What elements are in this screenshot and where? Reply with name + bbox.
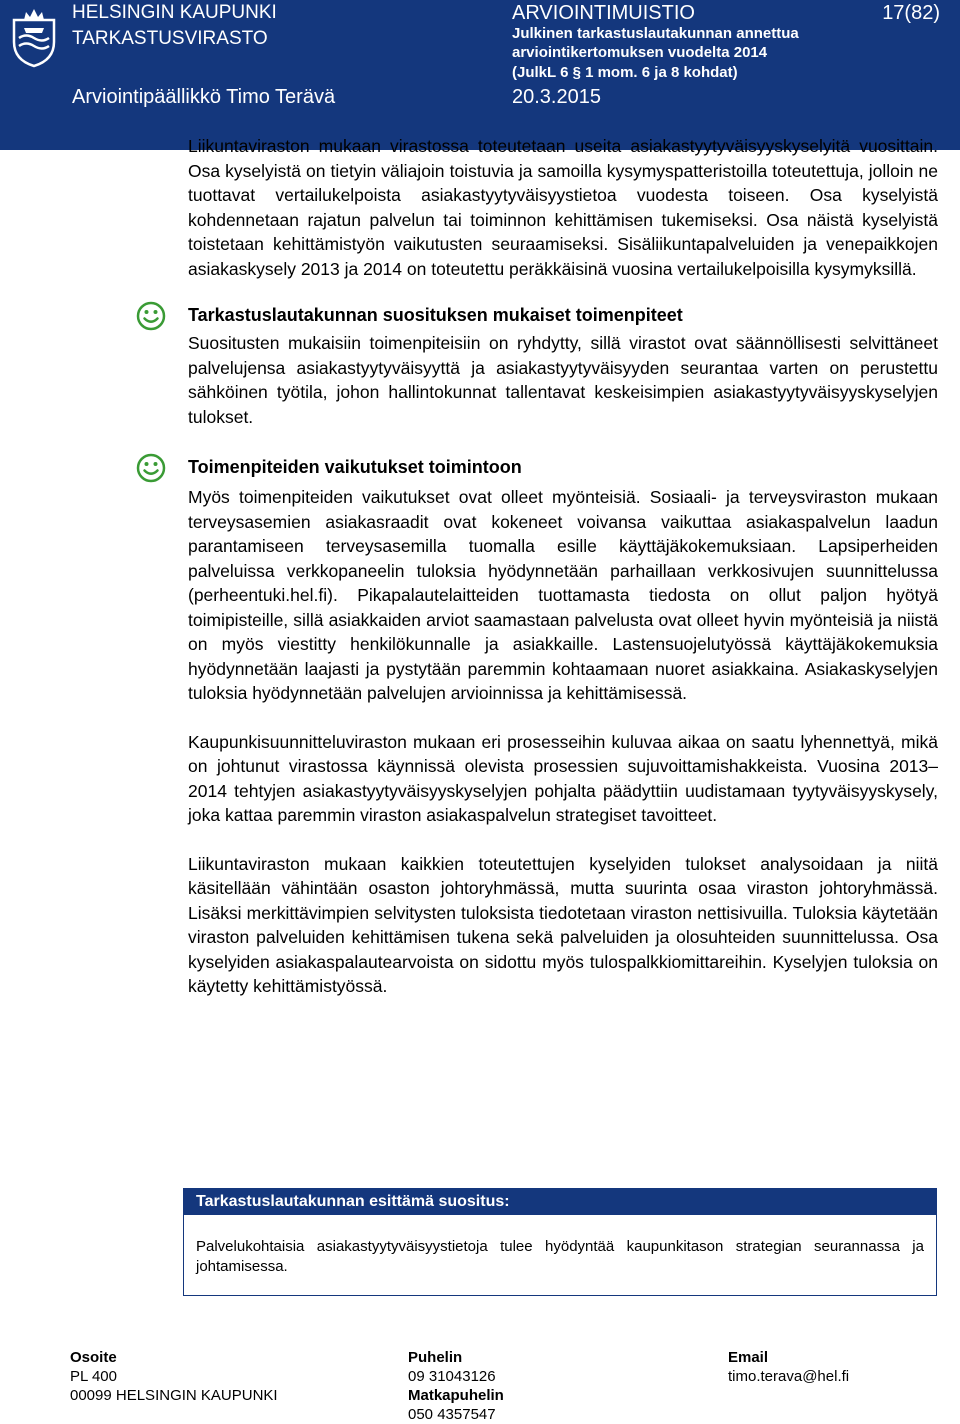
mobile-number: 050 4357547 [408,1406,496,1423]
organization-name: HELSINGIN KAUPUNKI [72,2,277,23]
address-line: 00099 HELSINGIN KAUPUNKI [70,1387,278,1404]
address-label: Osoite [70,1349,117,1366]
email-address[interactable]: timo.terava@hel.fi [728,1368,850,1385]
page-number: 17(82) [882,2,940,24]
email-label: Email [728,1349,769,1366]
author: Arviointipäällikkö Timo Terävä [72,86,336,108]
phone-number: 09 31043126 [408,1368,496,1385]
helsinki-crest-icon [6,6,62,68]
document-type: ARVIOINTIMUISTIO [512,2,695,24]
section-heading-text: Tarkastuslautakunnan suosituksen mukaiset toimenpiteet [188,305,683,325]
footer-phone [408,1348,504,1424]
document-body [188,126,938,999]
intro-paragraph: Liikuntaviraston mukaan virastossa toteutetaan useita asiakastyytyväisyyskyselyitä vuosittain. Osa kyselyistä on tietyin väliajoin toistuvia ja samoilla kysymyspatteristoilla toteutettuja, jolloin ne tuottavat vertailukelpoista asiakastyytyväisyystietoa vuodesta toiseen. Osa kyselyistä kohdennetaan rajatun palvelun tai toiminnon kehittämisen tukemiseksi. Osa näistä kyselyistä toistetaan kehittämistyön vaikutusten seuraamiseksi. Sisäliikuntapalveluiden ja venepaikkojen asiakaskysely 2013 ja 2014 on toteutettu peräkkäisinä vuosina vertailukelpoisilla kysymyksillä. [188,136,938,279]
recommendation-box [183,1188,937,1296]
address-line: PL 400 [70,1368,117,1385]
section-paragraph: Kaupunkisuunnitteluviraston mukaan eri prosesseihin kuluvaa aikaa on saatu lyhennettyä, mikä on johtunut virastossa käynnissä olevista prosessien sujuvoittamishakkeista. Vuosina 2013–2014 tehtyjen asiakastyytyväisyyskyselyjen pohjalta päädyttiin uudistamaan tyytyväisyyskysely, joka kattaa paremmin viraston asiakaspalvelun strategiset tavoitteet. [188,731,938,825]
document-subtitle-line2: arviointikertomuksen vuodelta 2014 [512,44,768,61]
document-date: 20.3.2015 [512,86,601,108]
recommendation-title: Tarkastuslautakunnan esittämä suositus: [184,1189,936,1215]
document-subtitle-line1: Julkinen tarkastuslautakunnan annettua [512,25,799,42]
mobile-label: Matkapuhelin [408,1387,504,1404]
phone-label: Puhelin [408,1349,463,1366]
footer-email [728,1348,849,1386]
smiley-face-icon [136,301,166,331]
section-paragraph: Suositusten mukaisiin toimenpiteisiin on ryhdytty, sillä virastot ovat säännöllisesti selvittäneet palvelujensa asiakastyytyväisyyttä ja asiakastyytyväisyyden seurantaa varten on perustettu sähköinen työtila, johon hallintokunnat tallentavat keskeisimpien asiakastyytyväisyyskyselyjen tulokset. [188,333,938,427]
document-subtitle-line3: (JulkL 6 § 1 mom. 6 ja 8 kohdat) [512,64,738,81]
section-heading-text: Toimenpiteiden vaikutukset toimintoon [188,457,522,477]
footer-address [70,1348,278,1405]
section-heading-effects [188,455,938,479]
section-heading-measures [188,303,938,327]
section-paragraph: Liikuntaviraston mukaan kaikkien toteutettujen kyselyiden tulokset analysoidaan ja niitä käsitellään vähintään osaston johtoryhmässä, mutta suurinta osaa viraston johtoryhmässä. Lisäksi merkittävimpien selvitysten tuloksista tiedotetaan viraston nettisivuilla. Tuloksia käytetään viraston palveluiden kehittämisen tukena sekä palveluiden ja olosuhteiden suunnittelussa. Osa kyselyiden asiakaspalautearvoista on sidottu myös tulospalkkiomittareihin. Kyselyjen tuloksia on käytetty kehittämistyössä. [188,853,938,996]
recommendation-text: Palvelukohtaisia asiakastyytyväisyystietoja tulee hyödyntää kaupunkitason strategian seurannassa ja johtamisessa. [196,1238,924,1275]
department-name: TARKASTUSVIRASTO [72,28,268,49]
smiley-face-icon [136,453,166,483]
section-paragraph: Myös toimenpiteiden vaikutukset ovat olleet myönteisiä. Sosiaali- ja terveysviraston mukaan terveysasemien asiakasraadit ovat kokeneet voivansa vaikuttaa asiakaspalvelun laadun parantamiseen terveysasemilla tuomalla esille käyttäjäkokemuksiaan. Lapsiperheiden palveluissa verkkopaneelin tuloksia hyödynnetään parhaillaan verkkosivujen suunnittelussa (perheentuki.hel.fi). Pikapalautelaitteiden tuottamasta tiedosta on ollut paljon hyötyä toimipisteille, sillä asiakkaiden arviot saamastaan palvelusta ovat olleet hyvin myönteisiä ja niistä on myös viestitty henkilökunnalle ja asiakkaille. Lastensuojelutyössä käyttäjäkokemuksia hyödynnetään laajasti ja pystytään paremmin kohtaamaan nuoret asiakkaina. Asiakaskyselyjen tuloksia hyödynnetään palvelujen arvioinnissa ja kehittämisessä. [188,487,938,703]
